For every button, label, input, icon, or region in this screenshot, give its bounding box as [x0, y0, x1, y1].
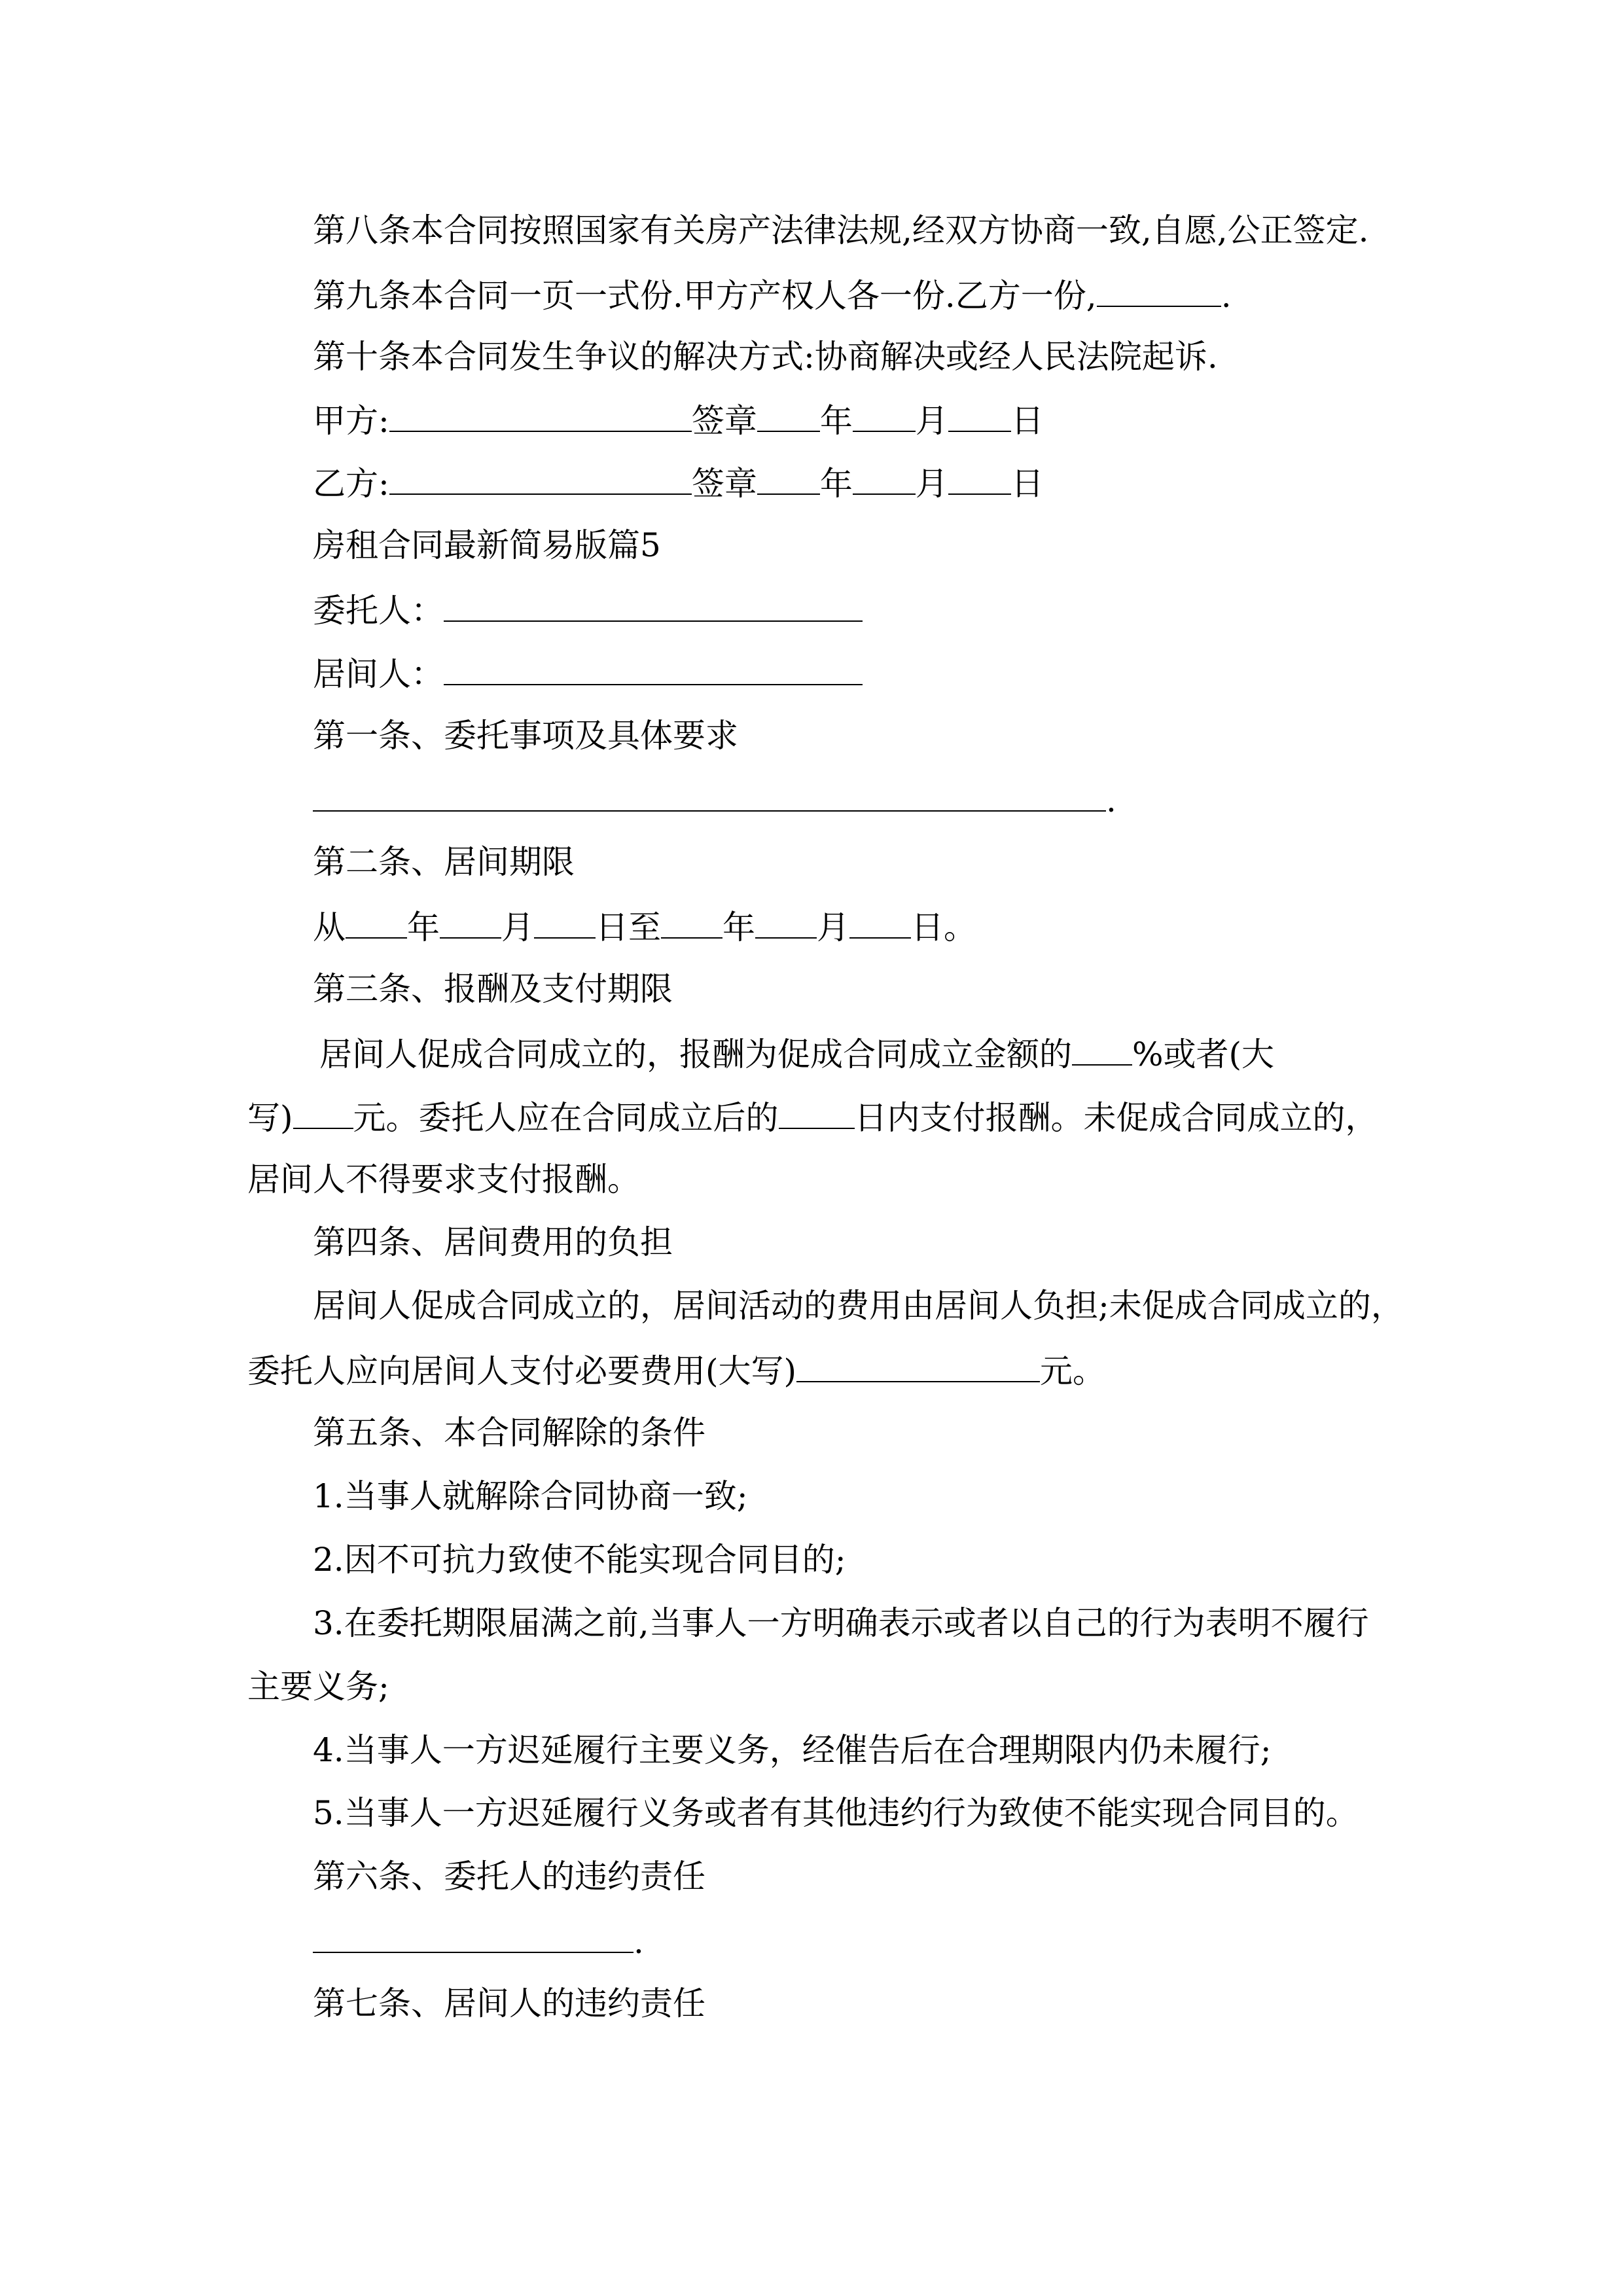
- article-6-heading: 第六条、委托人的违约责任: [313, 1857, 705, 1895]
- article-4-para-line-2: [247, 1350, 1105, 1389]
- condition-item-1: 1.当事人就解除合同协商一致;: [313, 1477, 748, 1515]
- article-10: 第十条本合同发生争议的解决方式:协商解决或经人民法院起诉.: [313, 338, 1218, 376]
- party-a-name-blank: [389, 399, 692, 432]
- article-5-heading: 第五条、本合同解除的条件: [313, 1414, 705, 1452]
- from-year-blank: [346, 906, 407, 939]
- to-month-blank: [755, 906, 817, 939]
- article-3-text-d: 元。委托人应在合同成立后的: [353, 1099, 779, 1137]
- condition-item-4: 4.当事人一方迟延履行主要义务，经催告后在合理期限内仍未履行;: [313, 1731, 1272, 1769]
- article-1-end: .: [1106, 781, 1116, 819]
- party-a-month: 月: [915, 402, 948, 440]
- party-b-seal: 签章: [691, 465, 757, 503]
- party-b-month-blank: [853, 462, 916, 495]
- article-1-blank: [313, 779, 1106, 812]
- from-month-blank: [440, 906, 501, 939]
- article-9-text: 第九条本合同一页一式份.甲方产权人各一份.乙方一份,: [313, 277, 1097, 315]
- article-3-text-a: 居间人促成合同成立的，报酬为促成合同成立金额的: [319, 1035, 1072, 1073]
- period-day-to: 日至: [596, 908, 661, 946]
- condition-item-3-cont: 主要义务;: [247, 1668, 389, 1706]
- article-6-end: .: [633, 1923, 644, 1961]
- article-4-para-line-1: 居间人促成合同成立的，居间活动的费用由居间人负担;未促成合同成立的，: [313, 1287, 1404, 1325]
- party-b-label: 乙方:: [313, 465, 389, 503]
- article-9-end: .: [1221, 277, 1232, 315]
- article-3-text-b: %或者(大: [1132, 1035, 1275, 1073]
- amount-blank: [293, 1096, 353, 1129]
- broker-label: 居间人：: [313, 655, 444, 693]
- broker-blank: [444, 653, 863, 685]
- article-3-heading: 第三条、报酬及支付期限: [313, 970, 673, 1008]
- article-3-para-line-1: [319, 1033, 1274, 1072]
- party-b-month: 月: [915, 465, 948, 503]
- period-month: 月: [501, 908, 534, 946]
- client-label: 委托人：: [313, 592, 444, 630]
- client-blank: [444, 589, 863, 622]
- party-a-signature-line: [313, 399, 1044, 439]
- period-year-2: 年: [722, 908, 755, 946]
- article-4-heading: 第四条、居间费用的负担: [313, 1223, 673, 1261]
- period-line: [313, 906, 976, 945]
- party-b-day-blank: [948, 462, 1011, 495]
- article-4-text-a: 委托人应向居间人支付必要费用(大写): [247, 1352, 797, 1390]
- from-day-blank: [534, 906, 596, 939]
- article-3-text-c: 写): [247, 1099, 293, 1137]
- article-8: 第八条本合同按照国家有关房产法律法规,经双方协商一致,自愿,公正签定.: [313, 211, 1369, 249]
- article-2-heading: 第二条、居间期限: [313, 843, 575, 881]
- article-3-para-line-3: 居间人不得要求支付报酬。: [247, 1160, 640, 1198]
- party-a-day-blank: [948, 399, 1011, 432]
- party-a-year-blank: [757, 399, 820, 432]
- article-3-text-e: 日内支付报酬。未促成合同成立的，: [854, 1099, 1378, 1137]
- party-a-month-blank: [853, 399, 916, 432]
- article-3-para-line-2: [247, 1096, 1378, 1136]
- percentage-blank: [1072, 1033, 1132, 1066]
- article-6-blank: [313, 1920, 633, 1953]
- broker-line: [313, 653, 863, 692]
- party-b-year: 年: [819, 465, 853, 503]
- party-b-day: 日: [1010, 465, 1044, 503]
- article-9: [313, 274, 1232, 314]
- article-1-heading: 第一条、委托事项及具体要求: [313, 717, 738, 755]
- party-a-seal: 签章: [691, 402, 757, 440]
- party-a-day: 日: [1010, 402, 1044, 440]
- period-year: 年: [407, 908, 440, 946]
- condition-item-2: 2.因不可抗力致使不能实现合同目的;: [313, 1541, 846, 1579]
- party-a-label: 甲方:: [313, 402, 389, 440]
- party-b-signature-line: [313, 462, 1044, 501]
- party-b-name-blank: [389, 462, 692, 495]
- client-line: [313, 589, 863, 628]
- to-year-blank: [661, 906, 722, 939]
- copies-blank: [1097, 274, 1221, 307]
- days-blank: [779, 1096, 855, 1129]
- party-b-year-blank: [757, 462, 820, 495]
- article-4-text-b: 元。: [1040, 1352, 1106, 1390]
- condition-item-3: 3.在委托期限届满之前,当事人一方明确表示或者以自己的行为表明不履行: [313, 1604, 1369, 1642]
- period-month-2: 月: [817, 908, 849, 946]
- article-7-heading: 第七条、居间人的违约责任: [313, 1984, 705, 2022]
- period-from: 从: [313, 908, 346, 946]
- article-1-blank-line: [313, 779, 1116, 818]
- party-a-year: 年: [819, 402, 853, 440]
- article-6-blank-line: [313, 1920, 644, 1960]
- section-heading-5: 房租合同最新简易版篇5: [313, 526, 661, 564]
- necessary-fee-blank: [796, 1350, 1040, 1382]
- condition-item-5: 5.当事人一方迟延履行义务或者有其他违约行为致使不能实现合同目的。: [313, 1794, 1359, 1832]
- to-day-blank: [849, 906, 911, 939]
- period-day-end: 日。: [911, 908, 976, 946]
